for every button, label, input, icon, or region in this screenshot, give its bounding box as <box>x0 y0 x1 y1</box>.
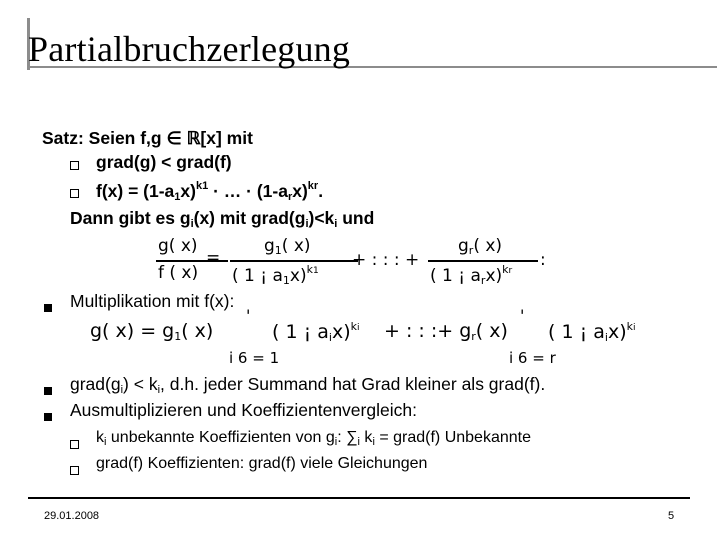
condition-1: grad(g) < grad(f) <box>96 152 232 172</box>
formula2-term1: ( 1 ¡ $a_ix)^{ki}$ <box>272 320 360 344</box>
bullet-icon <box>44 408 52 426</box>
formula2-product-2: ' <box>520 306 525 325</box>
formula2-lhs: g( $x) = g_1$( x) <box>90 320 214 343</box>
footer-page-number: 5 <box>668 510 675 522</box>
square-bullet-icon <box>70 185 79 203</box>
formula2-product-1: ' <box>246 306 251 325</box>
theorem-conclusion: Dann gibt es $g_i(x)$ mit $grad(g_i)<k_i$ und <box>70 208 375 230</box>
square-bullet-icon <box>70 157 79 175</box>
footer-divider <box>28 497 690 499</box>
bullet-degree: $grad(g_i) < k_i$, d.h. jeder Summand hat Grad kleiner als grad(f). <box>70 374 546 396</box>
square-bullet-icon <box>70 462 79 480</box>
bullet-expand: Ausmultiplizieren und Koeffizientenvergleich: <box>70 400 417 420</box>
formula1-eq: = <box>206 248 221 268</box>
bullet-icon <box>44 382 52 400</box>
formula1-den-left: f ( x) <box>158 263 199 283</box>
formula2-index-1: i 6 = 1 <box>229 349 280 367</box>
formula2-index-r: i 6 = r <box>509 349 556 367</box>
formula1-num-left: g( x) <box>158 236 198 256</box>
formula1-num1: $g_1$( x) <box>264 236 311 257</box>
bullet-multiplication: Multiplikation mit f(x): <box>70 291 235 311</box>
bullet-icon <box>44 299 52 317</box>
condition-2: $f(x) = (1-a_1x)^{k1}$ · … · $(1-a_rx)^{kr}$. <box>96 180 324 203</box>
formula1-denr: ( 1 ¡ $a_rx)^{kr}$ <box>430 263 513 287</box>
formula2-plus-gr: + : : :+ $g_r$( x) <box>384 320 508 343</box>
slide-title: Partialbruchzerlegung <box>28 29 351 69</box>
square-bullet-icon <box>70 436 79 454</box>
footer-date: 29.01.2008 <box>44 510 100 522</box>
sub-bullet-unknowns: $k_i$ unbekannte Koeffizienten von $g_i$: $\sum_i$ $k_i$ = grad(f) Unbekannte <box>96 429 531 448</box>
formula1-dots: + : : : + <box>352 250 420 270</box>
formula2-term2: ( 1 ¡ $a_ix)^{ki}$ <box>548 320 636 344</box>
formula1-end: : <box>540 250 546 270</box>
theorem-intro: Satz: Seien f,g ∈ ℝ[x] mit <box>42 128 253 148</box>
sub-bullet-equations: grad(f) Koeffizienten: grad(f) viele Gleichungen <box>96 455 428 472</box>
formula1-den1: ( 1 ¡ $a_1x)^{k1}$ <box>232 263 319 287</box>
formula1-numr: $g_r$( x) <box>458 236 503 257</box>
